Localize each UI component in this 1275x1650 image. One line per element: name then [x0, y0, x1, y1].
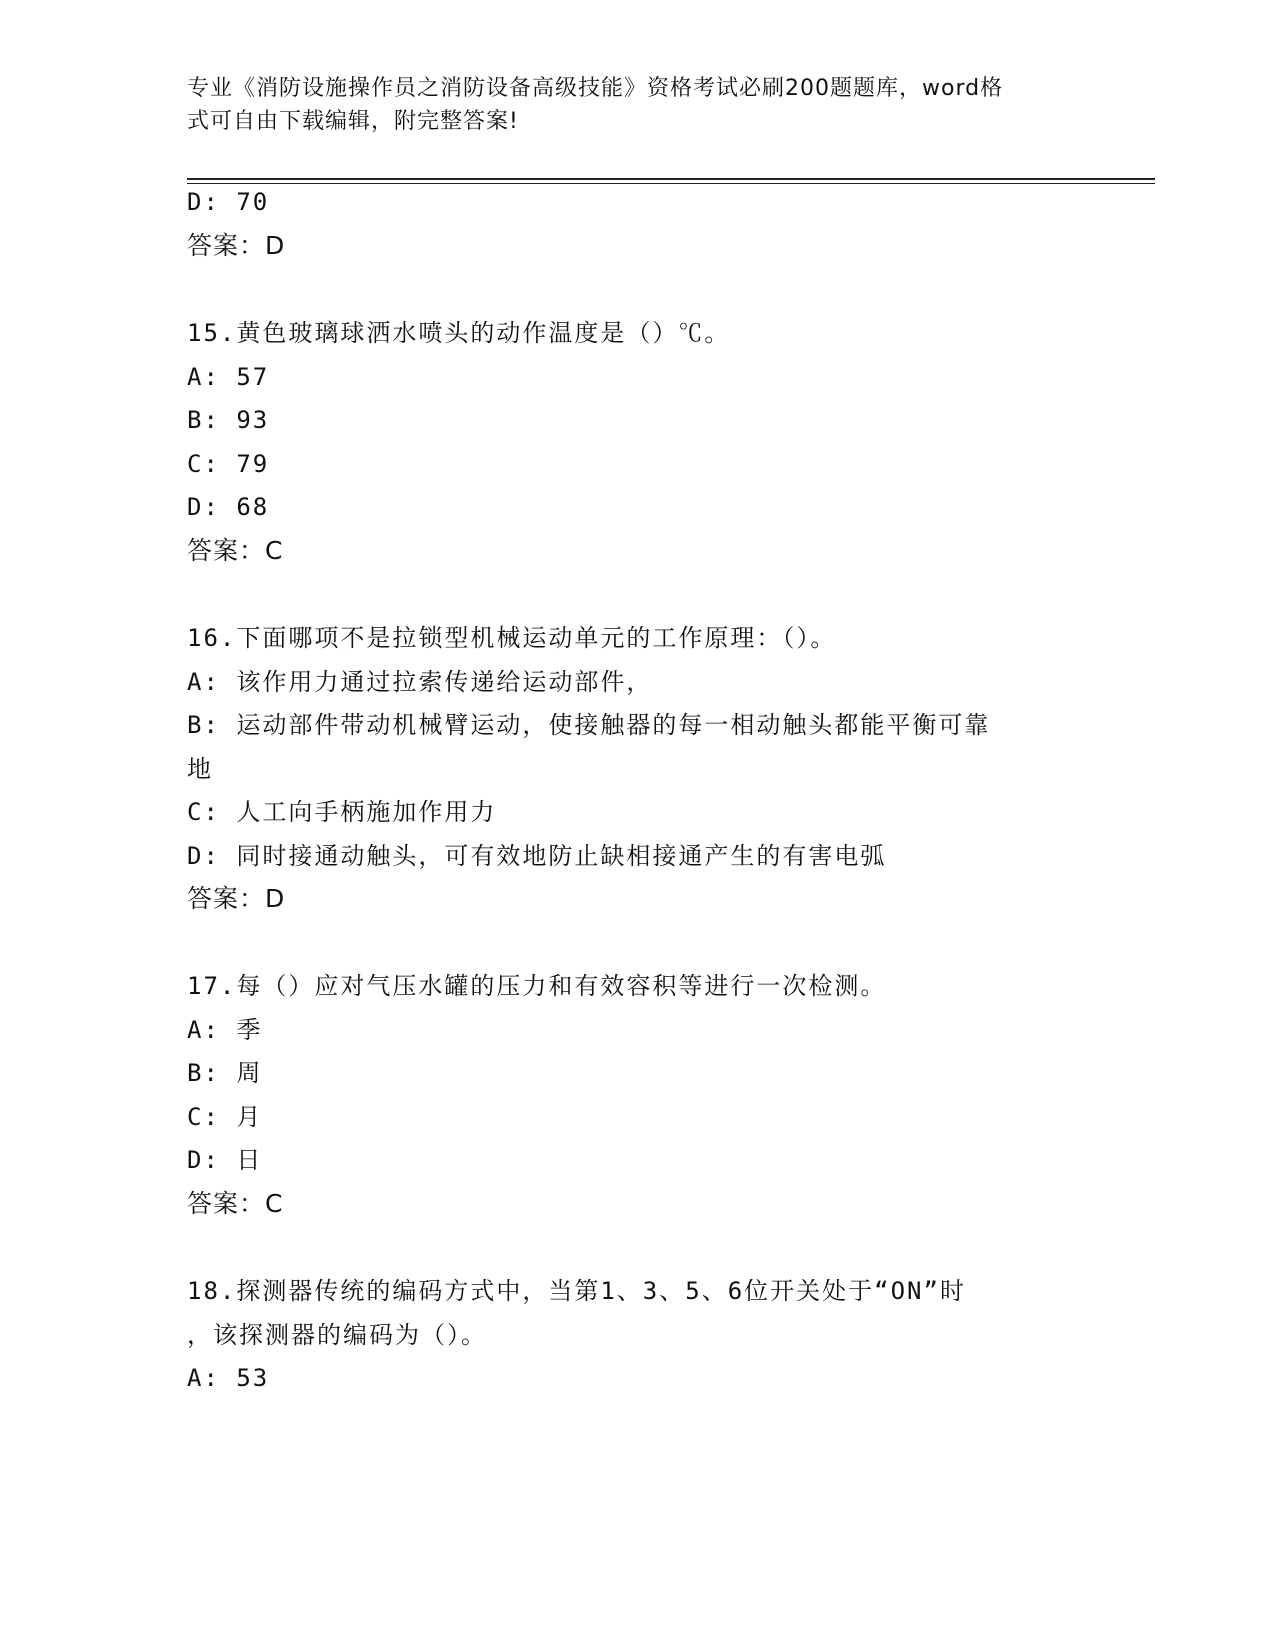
- q15-option-c: C: 79: [187, 450, 270, 478]
- q15-option-d: D: 68: [187, 493, 270, 521]
- q18-question-continued: ，该探测器的编码为（）。: [187, 1321, 487, 1349]
- q14-option-d: D: 70: [187, 188, 270, 216]
- q15-option-b: B: 93: [187, 406, 270, 434]
- q17-option-a: A: 季: [187, 1016, 263, 1044]
- header-line-1: 专业《消防设施操作员之消防设备高级技能》资格考试必刷200题题库，word格: [187, 76, 1004, 101]
- q14-answer: 答案：D: [187, 231, 286, 260]
- q15-answer: 答案：C: [187, 536, 284, 565]
- header-divider: [187, 178, 1155, 184]
- q18-question: 18.探测器传统的编码方式中，当第1、3、5、6位开关处于“ON”时: [187, 1277, 966, 1305]
- q16-option-c: C: 人工向手柄施加作用力: [187, 798, 497, 826]
- q15-option-a: A: 57: [187, 363, 270, 391]
- q17-answer: 答案：C: [187, 1189, 284, 1218]
- q17-question: 17.每（）应对气压水罐的压力和有效容积等进行一次检测。: [187, 972, 887, 1000]
- q18-option-a: A: 53: [187, 1364, 270, 1392]
- page-header: [187, 72, 1067, 138]
- q16-answer: 答案：D: [187, 884, 286, 913]
- q17-option-c: C: 月: [187, 1103, 263, 1131]
- q16-option-b-continued: 地: [187, 755, 213, 783]
- q17-option-d: D: 日: [187, 1146, 263, 1174]
- q16-option-a: A: 该作用力通过拉索传递给运动部件，: [187, 668, 653, 696]
- q17-option-b: B: 周: [187, 1059, 263, 1087]
- header-line-2: 式可自由下载编辑，附完整答案!: [187, 109, 519, 134]
- q16-question: 16.下面哪项不是拉锁型机械运动单元的工作原理：（）。: [187, 624, 837, 652]
- q16-option-d: D: 同时接通动触头，可有效地防止缺相接通产生的有害电弧: [187, 842, 887, 870]
- q16-option-b: B: 运动部件带动机械臂运动，使接触器的每一相动触头都能平衡可靠: [187, 711, 991, 739]
- q15-question: 15.黄色玻璃球洒水喷头的动作温度是（）℃。: [187, 319, 731, 347]
